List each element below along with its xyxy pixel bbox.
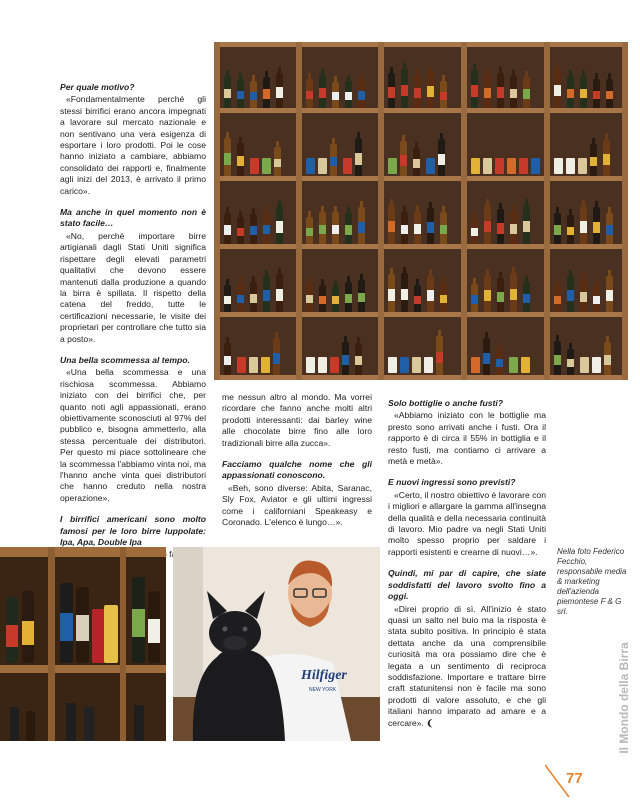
shelf-bottle	[554, 341, 561, 375]
shelf-bottle	[413, 148, 420, 176]
bottle-label	[604, 355, 611, 365]
bottle-label	[276, 289, 283, 300]
bottle-label	[250, 294, 257, 303]
shelf-bottle	[306, 217, 313, 244]
shelf-board	[214, 244, 628, 249]
bottle-label	[427, 290, 434, 301]
shelf-can	[578, 158, 587, 174]
shelf-bottle	[250, 214, 257, 244]
bottle-label	[554, 296, 561, 304]
shelf-bottle	[580, 278, 587, 312]
shelf-bottle	[276, 73, 283, 108]
shelf-bottle	[438, 139, 445, 176]
bottle-label	[330, 157, 337, 167]
shelf-bottle	[319, 285, 326, 312]
shelf-bottle	[593, 79, 600, 108]
question-heading: E nuovi ingressi sono previsti?	[388, 477, 516, 488]
magazine-title-text: Il Mondo della Birra	[617, 642, 631, 754]
shelf-can	[388, 158, 397, 174]
answer-paragraph: «Beh, sono diverse: Abita, Saranac, Sly Fox, Aviator e gli ultimi ingressi come i californiani Speakeasy e Coronado. L'elenco è lungo…».	[222, 482, 372, 528]
shelf-bottle	[263, 212, 270, 244]
bottle-label	[567, 359, 574, 367]
bottle-label	[224, 89, 231, 99]
shelf-bottle	[593, 207, 600, 244]
answer-paragraph: «No, perché importare birre artigianali dagli Stati Uniti significa rispettare degli elevati parametri qualitativi che devono essere mantenuti dalla produzione a quando la birra è spillata. Il rispetto della catena del freddo, tutte le certificazioni necessarie, le visite dei proprietari per controllare che tutto sia a posto».	[60, 230, 206, 344]
shelf-bottle	[580, 76, 587, 108]
bottle-label	[332, 92, 339, 100]
question-heading: I birrifici americani sono molto famosi per le loro birre luppolate: Ipa, Apa, Double Ipa	[60, 514, 206, 548]
shelf-can	[554, 158, 563, 174]
shelf-bottle	[427, 208, 434, 244]
shelf-bottle	[606, 213, 613, 244]
shelf-can	[249, 357, 258, 373]
bottle-label	[523, 89, 530, 98]
shelf-can	[318, 357, 327, 373]
shelf-bottle	[274, 147, 281, 176]
shelf-can	[566, 158, 575, 174]
bottle-label	[250, 226, 257, 235]
bottle-label	[554, 85, 561, 97]
shelf-can	[318, 158, 327, 174]
bottle-label	[274, 159, 281, 168]
shelf-can	[495, 158, 504, 174]
bottle-label	[263, 89, 270, 98]
shelf-bottle	[358, 280, 365, 312]
bottle-label	[471, 85, 478, 96]
shelf-bottle	[471, 218, 478, 244]
bottle-label	[306, 295, 313, 304]
shelf-can	[262, 158, 271, 174]
tshirt-logo-text: Hilfiger	[301, 668, 347, 683]
shelf-bottle	[224, 138, 231, 176]
bottle-label	[440, 225, 447, 235]
shelf-bottle	[484, 275, 491, 312]
shelf-bottle	[237, 217, 244, 244]
shelf-board	[214, 42, 628, 47]
shelf-bottle	[388, 73, 395, 108]
shelf-bottle	[224, 285, 231, 312]
bottle-label	[510, 289, 517, 301]
shelf-bottle	[388, 274, 395, 312]
beer-fridge-photo	[0, 547, 166, 741]
shelf-bottle	[358, 207, 365, 244]
text-column-1	[60, 82, 206, 567]
bottle-label	[388, 221, 395, 233]
shelf-can	[531, 158, 540, 174]
question-heading: Solo bottiglie o anche fusti?	[388, 398, 504, 408]
shelf-can	[426, 158, 435, 174]
shelf-bottle	[388, 205, 395, 244]
shelf-bottle	[554, 213, 561, 244]
bottle-label	[224, 296, 231, 304]
shelf-bottle	[345, 81, 352, 108]
shelf-bottle	[355, 138, 362, 176]
bottle-label	[484, 221, 491, 233]
bottle-label	[319, 88, 326, 98]
bottle-label	[332, 296, 339, 304]
shelf-bottle	[250, 81, 257, 108]
portrait-illustration	[173, 547, 380, 741]
shelf-bottle	[355, 343, 362, 375]
shelf-bottle	[345, 282, 352, 312]
shelf-can	[471, 158, 480, 174]
bottle-label	[414, 224, 421, 234]
bottle-label	[358, 91, 365, 99]
answer-paragraph	[388, 604, 546, 729]
shelf-bottle	[510, 273, 517, 312]
shelf-bottle	[604, 342, 611, 375]
bottle-label	[436, 352, 443, 364]
bottle-label	[342, 355, 349, 365]
shelf-bottle	[471, 284, 478, 312]
shelf-can	[400, 357, 409, 373]
bottle-label	[484, 88, 491, 98]
bottle-label	[580, 292, 587, 302]
bottle-label	[603, 154, 610, 165]
bottle-label	[438, 154, 445, 165]
shelf-bottle	[358, 80, 365, 108]
shelf-bottle	[603, 140, 610, 176]
shelf-post	[544, 42, 550, 380]
shelf-can	[592, 357, 601, 373]
bottle-label	[224, 153, 231, 164]
shelf-bottle	[483, 338, 490, 375]
page-number: 77	[566, 770, 583, 787]
shelf-can	[519, 158, 528, 174]
shelf-bottle	[237, 143, 244, 176]
bottle-label	[590, 157, 597, 167]
shelf-bottle	[496, 349, 503, 375]
shelf-bottle	[401, 212, 408, 244]
bottle-label	[471, 228, 478, 236]
shelf-bottle	[273, 338, 280, 375]
bottle-label	[427, 86, 434, 97]
bottle-label	[319, 296, 326, 304]
bottle-label	[483, 353, 490, 364]
answer-paragraph: «Abbiamo iniziato con le bottiglie ma presto sono arrivati anche i fusti. Ora il rapporto è di circa il 55% in bottiglia e il resto fusti, ma contiamo ci arrivare a metà e metà».	[388, 410, 546, 467]
shelf-bottle	[567, 349, 574, 375]
shelf-bottle	[237, 283, 244, 312]
bottle-label	[606, 91, 613, 100]
shelf-bottle	[237, 79, 244, 108]
bottle-label	[237, 156, 244, 166]
bottle-label	[358, 222, 365, 233]
shelf-post	[622, 42, 628, 380]
shelf-bottle	[497, 278, 504, 312]
shelf-bottle	[263, 77, 270, 108]
shelf-can	[412, 357, 421, 373]
bottle-label	[276, 221, 283, 232]
shelf-bottle	[567, 76, 574, 108]
bottle-label	[606, 225, 613, 234]
shelf-bottle	[401, 273, 408, 312]
tshirt-subtext: NEW YORK	[309, 687, 337, 693]
text-column-3	[388, 398, 546, 735]
shelf-bottle	[224, 76, 231, 108]
shelf-bottle	[440, 283, 447, 312]
end-mark-icon: ❨	[426, 717, 434, 728]
shelf-bottle	[523, 205, 530, 244]
shelf-bottle	[414, 285, 421, 312]
shelf-can	[471, 357, 480, 373]
photo-caption: Nella foto Federico Fecchio, responsabile media & marketing dell'azienda piemontese F & G srl.	[557, 547, 627, 616]
bottle-label	[497, 87, 504, 98]
shelf-can	[343, 158, 352, 174]
shelf-bottle	[440, 212, 447, 244]
bottle-label	[496, 359, 503, 367]
bottle-label	[484, 290, 491, 301]
bottle-label	[414, 88, 421, 98]
shelf-board	[214, 312, 628, 317]
bottle-label	[345, 294, 352, 303]
shelf-can	[306, 357, 315, 373]
answer-paragraph: me nessun altro al mondo. Ma vorrei ricordare che fanno anche molti altri prodotti interessanti: dai barley wine alle chocolate birre fino alle loro tradizionali birre alla zucca».	[222, 392, 372, 448]
shelf-post	[296, 42, 302, 380]
bottle-label	[554, 225, 561, 234]
shelf-can	[261, 357, 270, 373]
bottle-label	[523, 221, 530, 233]
bottle-label	[306, 228, 313, 236]
bottle-label	[401, 289, 408, 301]
bottle-label	[388, 87, 395, 98]
shelf-can	[306, 158, 315, 174]
bottle-label	[510, 89, 517, 99]
shelf-bottle	[440, 81, 447, 108]
shelf-board	[214, 375, 628, 380]
bottle-label	[413, 159, 420, 167]
bottle-label	[388, 289, 395, 300]
question-heading: Una bella scommessa al tempo.	[60, 354, 190, 365]
shelf-post	[378, 42, 384, 380]
shelf-bottle	[250, 282, 257, 312]
shelf-bottle	[497, 209, 504, 244]
shelf-can	[507, 158, 516, 174]
shelf-bottle	[523, 282, 530, 312]
shelf-bottle	[319, 75, 326, 108]
shelf-bottle	[484, 74, 491, 108]
shelf-bottle	[224, 213, 231, 244]
bottle-label	[401, 85, 408, 97]
bottle-label	[567, 227, 574, 236]
bottle-label	[345, 92, 352, 100]
bottle-label	[332, 225, 339, 235]
bottle-label	[263, 225, 270, 235]
bottle-label	[306, 91, 313, 100]
fridge-illustration	[0, 547, 166, 741]
shelf-can	[580, 357, 589, 373]
shelf-bottle	[263, 276, 270, 312]
shelf-bottle	[414, 75, 421, 108]
bottle-label	[276, 87, 283, 98]
bottle-label	[263, 290, 270, 301]
shelf-bottle	[400, 141, 407, 176]
bottle-label	[554, 355, 561, 365]
shelf-bottle	[523, 77, 530, 108]
shelf-bottle	[342, 342, 349, 375]
bottle-label	[497, 223, 504, 234]
bottle-label	[440, 92, 447, 100]
bottle-label	[319, 225, 326, 235]
shelf-can	[424, 357, 433, 373]
bottle-label	[440, 295, 447, 304]
answer-paragraph: «Certo, il nostro obiettivo è lavorare con i migliori e allargare la gamma all'insegna della qualità e della necessaria continuità di lavoro. Mio padre va negli Stati Uniti molto spesso proprio per saldare i rapporti esistenti e crearne di nuovi…».	[388, 489, 546, 557]
bottle-label	[401, 225, 408, 235]
bottle-label	[567, 89, 574, 99]
shelf-bottle	[567, 215, 574, 244]
bottle-label	[580, 89, 587, 99]
bottle-label	[400, 155, 407, 166]
shelf-bottle	[224, 343, 231, 375]
shelf-bottle	[319, 212, 326, 244]
shelf-can	[330, 357, 339, 373]
question-heading: Ma anche in quel momento non è stato facile…	[60, 207, 206, 229]
bottle-label	[606, 290, 613, 301]
shelf-bottle	[436, 336, 443, 375]
shelf-bottle	[332, 82, 339, 108]
bottle-label	[250, 92, 257, 100]
shelf-can	[388, 357, 397, 373]
shelf-bottle	[580, 206, 587, 244]
question-heading: Per quale motivo?	[60, 82, 135, 92]
bottle-label	[237, 91, 244, 100]
shelf-bottle	[332, 286, 339, 312]
portrait-photo	[173, 547, 380, 741]
shelf-board	[214, 108, 628, 113]
shelf-bottle	[427, 276, 434, 312]
shelf-post	[461, 42, 467, 380]
bottle-label	[224, 225, 231, 234]
shelf-board	[214, 176, 628, 181]
shelf-bottle	[330, 144, 337, 176]
shelf-bottle	[554, 285, 561, 312]
bottle-label	[345, 225, 352, 234]
shelf-bottle	[332, 212, 339, 244]
answer-paragraph: «Una bella scommessa e una rischiosa scommessa. Abbiamo iniziato con dei birrifici che, per quanto noti agli appassionati, erano obiettivamente sconosciuti al 97% del pubblico e, bisogna ammetterlo, alla stessa percentuale dei distributori. Per questo mi piace sottolineare che la scommessa l'abbiamo vinta noi, ma l'hanno anche vinta quei distributori che hanno creduto nella nostra operazione».	[60, 367, 206, 503]
shelf-bottle	[345, 213, 352, 244]
bottle-label	[593, 222, 600, 233]
bottle-label	[355, 153, 362, 164]
shelf-bottle	[590, 144, 597, 176]
question-heading: Facciamo qualche nome che gli appassionati conoscono.	[222, 459, 372, 481]
shelf-bottle	[306, 79, 313, 108]
bottle-label	[224, 356, 231, 366]
bottle-label	[355, 356, 362, 366]
shelf-bottle	[484, 205, 491, 244]
shelf-bottle	[567, 276, 574, 312]
shelf-can	[250, 158, 259, 174]
bottle-label	[273, 353, 280, 364]
shelf-bottle	[427, 72, 434, 108]
bottle-label	[593, 91, 600, 100]
shelf-can	[509, 357, 518, 373]
shelf-bottle	[414, 211, 421, 244]
answer-text: «Direi proprio di sì. All'inizio è stato quasi un salto nel buio ma la risposta è stata subito positiva. In principio è stata dettata anche da una comprensibile curiosità ma ora possiamo dire che è legata a un sentimento di reciproca soddisfazione. Importare e trattare birre craft statunitensi non è facile ma sono prodotti di valore assoluto, e che gli italiani hanno imparato ad amare e a cercare».	[388, 603, 546, 728]
shelf-bottle	[497, 73, 504, 108]
shelf-bottle	[401, 69, 408, 108]
shelf-bottle	[606, 276, 613, 312]
shelf-bottle	[510, 211, 517, 244]
bottle-label	[414, 296, 421, 304]
shelf-bottle	[276, 274, 283, 312]
bottle-label	[471, 295, 478, 303]
shelf-bottle	[606, 79, 613, 108]
shelf-can	[483, 158, 492, 174]
shelf-can	[237, 357, 246, 373]
magazine-title-vertical	[612, 642, 636, 754]
bottle-label	[497, 292, 504, 302]
question-heading: Quindi, mi par di capire, che siate soddisfatti del lavoro svolto fino a oggi.	[388, 568, 546, 602]
shelf-bottle	[510, 76, 517, 108]
shelf-bottle	[276, 206, 283, 244]
bottle-label	[237, 295, 244, 304]
bottle-label	[237, 228, 244, 236]
shelf-bottle	[593, 285, 600, 312]
bottle-label	[358, 293, 365, 303]
bottle-label	[567, 290, 574, 301]
shelf-can	[521, 357, 530, 373]
bottle-label	[593, 296, 600, 304]
bottle-label	[510, 224, 517, 234]
bottle-label	[523, 294, 530, 303]
beer-shelf-photo	[214, 42, 628, 380]
bottle-label	[580, 221, 587, 232]
shelf-bottle	[471, 70, 478, 108]
bottle-label	[427, 222, 434, 233]
answer-paragraph: «Fondamentalmente perché gli stessi birrifici erano ancora impegnati a lavorare sul mercato nazionale e non sentivano una vera esigenza di esportare i loro prodotti. Poi le cose hanno iniziato a cambiare, abbiamo consolidato dei rapporti e, finalmente agli inizi del 2013, è arrivato il primo carico».	[60, 94, 206, 196]
shelf-post	[214, 42, 220, 380]
text-column-2	[222, 392, 372, 534]
shelf-bottle	[306, 283, 313, 312]
shelf-bottle	[554, 69, 561, 108]
